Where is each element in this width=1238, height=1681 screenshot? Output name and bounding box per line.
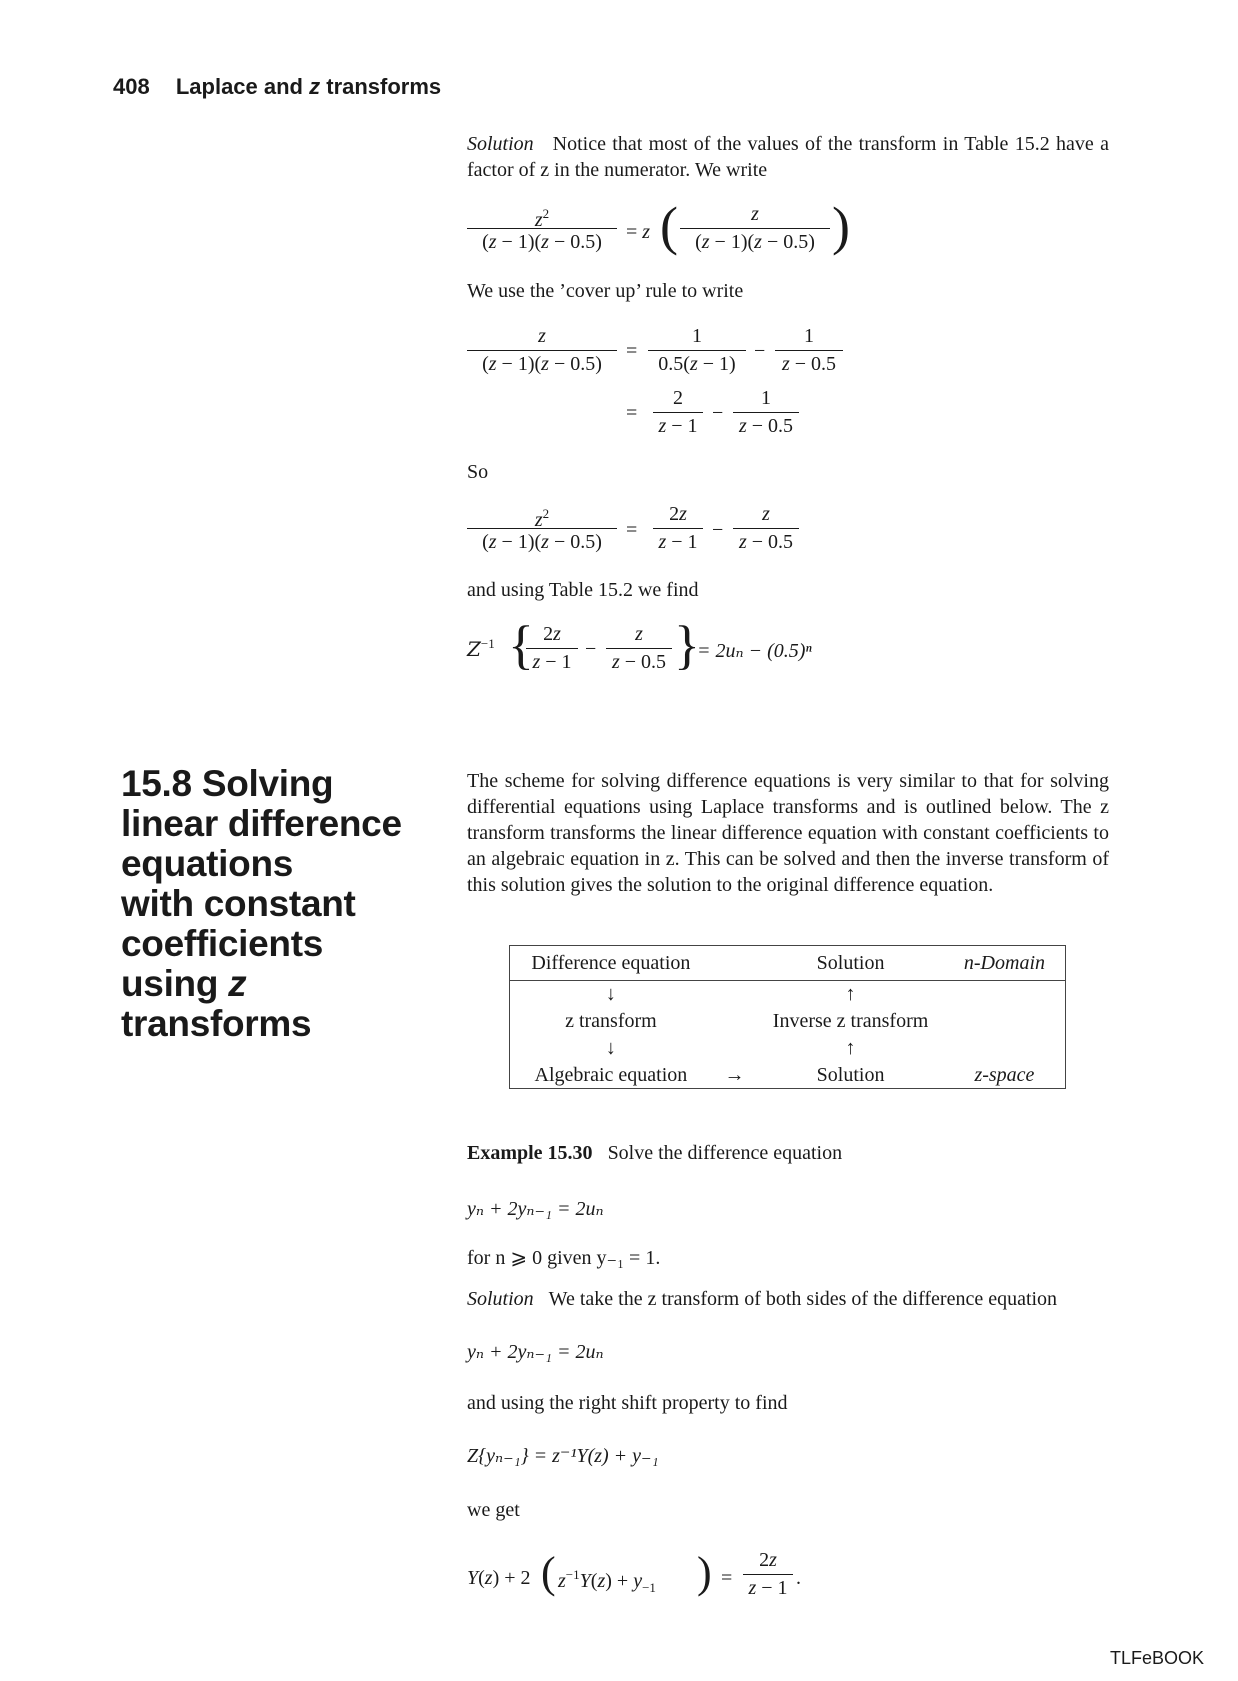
final-eq-inner: $z^{-1}Y(z) + y_{-1}$	[558, 1567, 656, 1595]
section-paragraph: The scheme for solving difference equations is very similar to that for solving differential equations using Laplace transforms and is outlined below. The z transform transforms the linear difference equation with constant coefficients to an algebraic equation in z. This can be solved and then the inverse transform of this solution gives the solution to the original difference equation.	[467, 770, 1109, 896]
inverse-right-brace: }	[674, 615, 700, 675]
eq5-frac-a: 2z z − 1	[526, 620, 578, 675]
eq4-lhs-fraction: $z^2$ (z − 1)(z − 0.5)	[467, 500, 617, 555]
using-table-text: and using Table 15.2 we find	[467, 579, 699, 601]
final-right-paren: )	[697, 1548, 712, 1597]
watermark: TLFeBOOK	[1110, 1648, 1205, 1668]
final-period: .	[796, 1567, 801, 1589]
so-text: So	[467, 461, 489, 483]
eq4-frac-b: z z − 0.5	[733, 500, 799, 555]
table-row: Algebraic equation → Solution z-space	[534, 1063, 1035, 1086]
eq3-minus: −	[712, 402, 724, 424]
inverse-z-operator: $Z^{-1}$	[467, 636, 495, 661]
page-number: 408	[113, 74, 150, 99]
eq2-equals: =	[626, 340, 638, 362]
eq1-left-paren: (	[660, 196, 678, 256]
eq5-frac-b: z z − 0.5	[606, 620, 672, 675]
eq4-frac-a: 2z z − 1	[653, 500, 703, 555]
example-equation-2: yₙ + 2yₙ₋₁ = 2uₙ	[467, 1341, 604, 1363]
eq4-equals: =	[626, 519, 638, 541]
eq5-minus: −	[585, 638, 597, 660]
example-heading	[467, 1140, 842, 1166]
solution-intro: Solution Notice that most of the values of the transform in Table 15.2 have a factor of z in the numerator. We write	[467, 133, 1109, 181]
eq3-frac-a: 2 z − 1	[653, 384, 703, 439]
section-heading: 15.8 Solving linear difference equations with constant coefficients using z transforms	[121, 763, 402, 1044]
eq1-rhs-fraction: z (z − 1)(z − 0.5)	[680, 200, 830, 255]
eq1-equals: = z	[626, 221, 651, 243]
final-equals: =	[721, 1567, 733, 1589]
eq3-frac-b: 1 z − 0.5	[733, 384, 799, 439]
shift-text: and using the right shift property to find	[467, 1392, 788, 1414]
final-rhs-fraction: 2z z − 1	[743, 1546, 793, 1601]
example-label: Example 15.30	[467, 1142, 593, 1164]
we-get-text: we get	[467, 1499, 520, 1521]
example-solution-intro: Solution We take the z transform of both sides of the difference equation	[467, 1288, 1058, 1310]
eq1-right-paren: )	[832, 196, 850, 256]
cover-up-text: We use the ’cover up’ rule to write	[467, 280, 744, 302]
example-equation: yₙ + 2yₙ₋₁ = 2uₙ	[467, 1198, 604, 1220]
running-header	[113, 74, 441, 100]
table-row: Difference equation Solution n-Domain	[510, 946, 1066, 981]
eq3-equals: =	[626, 402, 638, 424]
table-row: ↓ ↑	[605, 1036, 856, 1059]
running-title: Laplace and z transforms	[175, 74, 442, 99]
scheme-table	[509, 945, 1066, 1089]
table-row: ↓ ↑	[605, 983, 856, 1006]
eq4-minus: −	[712, 519, 724, 541]
eq2-minus: −	[754, 340, 766, 362]
example-condition: for n ⩾ 0 given y₋₁ = 1.	[467, 1247, 661, 1269]
inverse-left-brace: {	[508, 615, 534, 675]
final-eq-lhs: Y(z) + 2	[467, 1567, 531, 1589]
eq1-lhs-fraction: $z^2$ (z − 1)(z − 0.5)	[467, 200, 617, 255]
final-left-paren: (	[541, 1548, 556, 1597]
eq2-lhs-fraction: z (z − 1)(z − 0.5)	[467, 322, 617, 377]
table-row: z transform Inverse z transform	[565, 1009, 929, 1032]
inverse-result: = 2uₙ − (0.5)ⁿ	[697, 640, 812, 662]
example-prompt: Solve the difference equation	[607, 1142, 843, 1164]
shift-equation: Z{yₙ₋₁} = z⁻¹Y(z) + y₋₁	[467, 1445, 659, 1467]
section-number: 15.8	[121, 763, 192, 804]
eq2-frac-a: 1 0.5(z − 1)	[648, 322, 746, 377]
eq2-frac-b: 1 z − 0.5	[775, 322, 843, 377]
